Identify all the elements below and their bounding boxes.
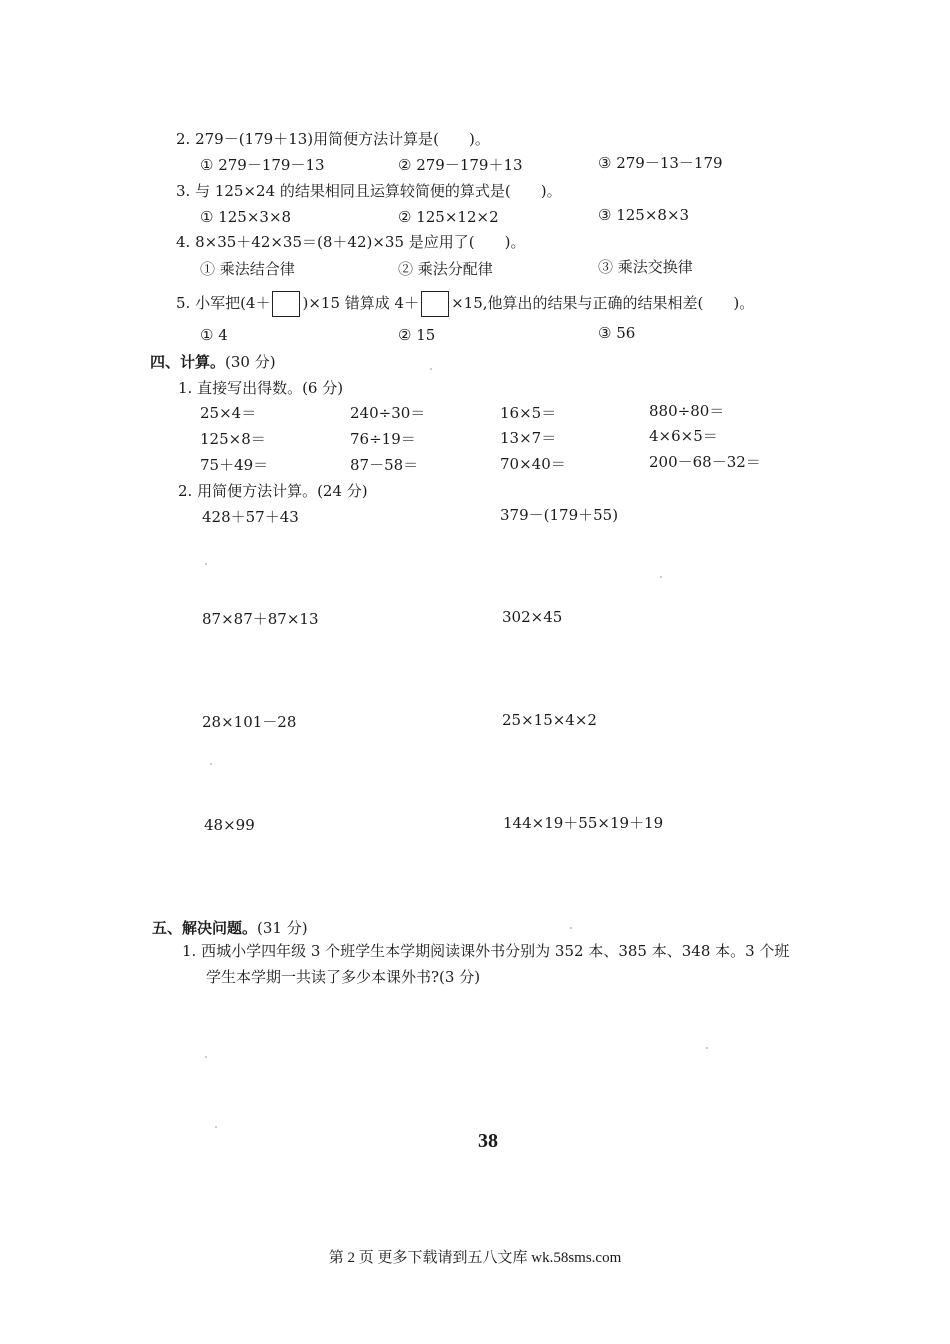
scan-speck bbox=[660, 576, 662, 578]
section-5-heading bbox=[152, 918, 308, 938]
simplify-item: 379－(179＋55) bbox=[500, 506, 619, 524]
direct-item: 25×4＝ bbox=[200, 404, 257, 422]
direct-item: 240÷30＝ bbox=[350, 404, 426, 422]
page-number: 38 bbox=[478, 1130, 498, 1152]
simplify-item: 428＋57＋43 bbox=[202, 508, 299, 526]
direct-item: 4×6×5＝ bbox=[649, 427, 718, 445]
blank-box[interactable] bbox=[272, 291, 300, 317]
section-4-sub2: 2. 用简便方法计算。(24 分) bbox=[178, 482, 368, 500]
page-footer: 第 2 页 更多下载请到五八文库 wk.58sms.com bbox=[328, 1250, 622, 1266]
section-4-score: (30 分) bbox=[225, 353, 276, 371]
direct-item: 125×8＝ bbox=[200, 430, 266, 448]
direct-item: 16×5＝ bbox=[500, 404, 557, 422]
section-5-score: (31 分) bbox=[257, 919, 308, 937]
section-4-title: 四、计算。 bbox=[150, 353, 226, 371]
scan-speck bbox=[210, 763, 212, 765]
scan-speck bbox=[205, 1056, 207, 1058]
question-5-stem-part-b: )×15 错算成 4＋ bbox=[302, 294, 420, 312]
question-5-stem-part-a: 5. 小军把(4＋ bbox=[176, 294, 271, 312]
question-4-option-1: ① 乘法结合律 bbox=[200, 260, 295, 278]
question-5-option-2: ② 15 bbox=[398, 326, 436, 344]
direct-item: 76÷19＝ bbox=[350, 430, 416, 448]
problem-1-line-1: 1. 西城小学四年级 3 个班学生本学期阅读课外书分别为 352 本、385 本、348 本。3 个班 bbox=[182, 942, 790, 960]
question-2-option-1: ① 279－179－13 bbox=[200, 156, 325, 174]
scan-speck bbox=[430, 368, 432, 370]
question-4-stem: 4. 8×35＋42×35＝(8＋42)×35 是应用了( )。 bbox=[176, 233, 526, 251]
section-4-sub1: 1. 直接写出得数。(6 分) bbox=[178, 379, 344, 397]
direct-item: 13×7＝ bbox=[500, 429, 557, 447]
scan-speck bbox=[706, 1047, 708, 1049]
question-4-option-2: ② 乘法分配律 bbox=[398, 260, 493, 278]
question-2-option-2: ② 279－179＋13 bbox=[398, 156, 523, 174]
simplify-item: 28×101－28 bbox=[202, 713, 297, 731]
question-5-stem bbox=[176, 288, 754, 318]
simplify-item: 25×15×4×2 bbox=[502, 711, 597, 729]
direct-item: 200－68－32＝ bbox=[649, 453, 761, 471]
question-3-option-3: ③ 125×8×3 bbox=[598, 206, 690, 224]
direct-item: 70×40＝ bbox=[500, 455, 566, 473]
question-3-option-2: ② 125×12×2 bbox=[398, 208, 499, 226]
simplify-item: 87×87＋87×13 bbox=[202, 610, 319, 628]
direct-item: 880÷80＝ bbox=[649, 402, 725, 420]
direct-item: 87－58＝ bbox=[350, 456, 419, 474]
section-4-heading bbox=[150, 352, 276, 372]
scan-speck bbox=[215, 1126, 217, 1128]
blank-box[interactable] bbox=[421, 291, 449, 317]
direct-item: 75＋49＝ bbox=[200, 456, 269, 474]
question-5-option-1: ① 4 bbox=[200, 326, 228, 344]
simplify-item: 144×19＋55×19＋19 bbox=[503, 814, 664, 832]
question-4-option-3: ③ 乘法交换律 bbox=[598, 258, 693, 276]
question-5-option-3: ③ 56 bbox=[598, 324, 636, 342]
simplify-item: 302×45 bbox=[502, 608, 563, 626]
question-2-option-3: ③ 279－13－179 bbox=[598, 154, 723, 172]
scan-speck bbox=[570, 927, 572, 929]
question-3-stem: 3. 与 125×24 的结果相同且运算较简便的算式是( )。 bbox=[176, 182, 562, 200]
section-5-title: 五、解决问题。 bbox=[152, 919, 258, 937]
question-5-stem-part-c: ×15,他算出的结果与正确的结果相差( )。 bbox=[451, 294, 755, 312]
question-2-stem: 2. 279－(179＋13)用简便方法计算是( )。 bbox=[176, 130, 490, 148]
simplify-item: 48×99 bbox=[204, 816, 255, 834]
question-3-option-1: ① 125×3×8 bbox=[200, 208, 292, 226]
scan-speck bbox=[205, 563, 207, 565]
problem-1-line-2: 学生本学期一共读了多少本课外书?(3 分) bbox=[206, 968, 481, 986]
